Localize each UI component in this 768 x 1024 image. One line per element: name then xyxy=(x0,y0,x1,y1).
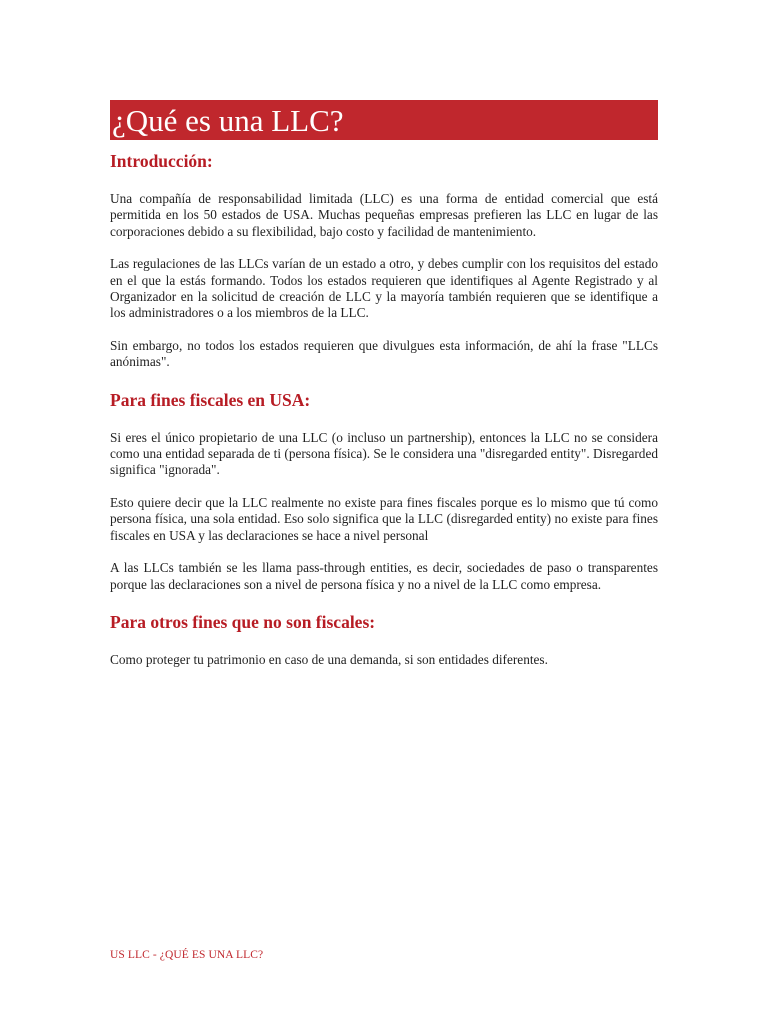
paragraph: Las regulaciones de las LLCs varían de un estado a otro, y debes cumplir con los requisitos del estado en el que la estás formando. Todos los estados requieren que identifiques al Agente Registrado y al Organizador en la solicitud de creación de LLC y la mayoría también requieren que se identifique a los administradores o a los miembros de la LLC. xyxy=(110,256,658,321)
paragraph: Sin embargo, no todos los estados requieren que divulgues esta información, de ahí la frase "LLCs anónimas". xyxy=(110,337,658,370)
paragraph: Si eres el único propietario de una LLC (o incluso un partnership), entonces la LLC no se considera como una entidad separada de ti (persona física). Se le considera una "disregarded entity". Disregarded significa "ignorada". xyxy=(110,429,658,478)
section-introduccion xyxy=(110,150,658,371)
paragraph: A las LLCs también se les llama pass-through entities, es decir, sociedades de paso o transparentes porque las declaraciones son a nivel de persona física y no a nivel de la LLC como empresa. xyxy=(110,560,658,592)
section-heading: Introducción: xyxy=(110,151,213,171)
document-page xyxy=(110,100,658,684)
paragraph: Esto quiere decir que la LLC realmente no existe para fines fiscales porque es lo mismo que tú como persona física, una sola entidad. Eso solo significa que la LLC (disregarded entity) no existe para fines fiscales en USA y las declaraciones se hace a nivel personal xyxy=(110,494,658,543)
page-footer: US LLC - ¿QUÉ ES UNA LLC? xyxy=(110,949,264,961)
section-heading: Para otros fines que no son fiscales: xyxy=(110,611,376,632)
section-heading: Para fines fiscales en USA: xyxy=(110,389,311,410)
page-title: ¿Qué es una LLC? xyxy=(110,100,658,140)
paragraph: Como proteger tu patrimonio en caso de una demanda, si son entidades diferentes. xyxy=(110,651,548,667)
section-otros-fines xyxy=(110,611,658,668)
section-fines-fiscales xyxy=(110,389,658,593)
paragraph: Una compañía de responsabilidad limitada (LLC) es una forma de entidad comercial que está permitida en los 50 estados de USA. Muchas pequeñas empresas prefieren las LLC en lugar de las corporaciones debido a su flexibilidad, bajo costo y facilidad de mantenimiento. xyxy=(110,191,658,239)
